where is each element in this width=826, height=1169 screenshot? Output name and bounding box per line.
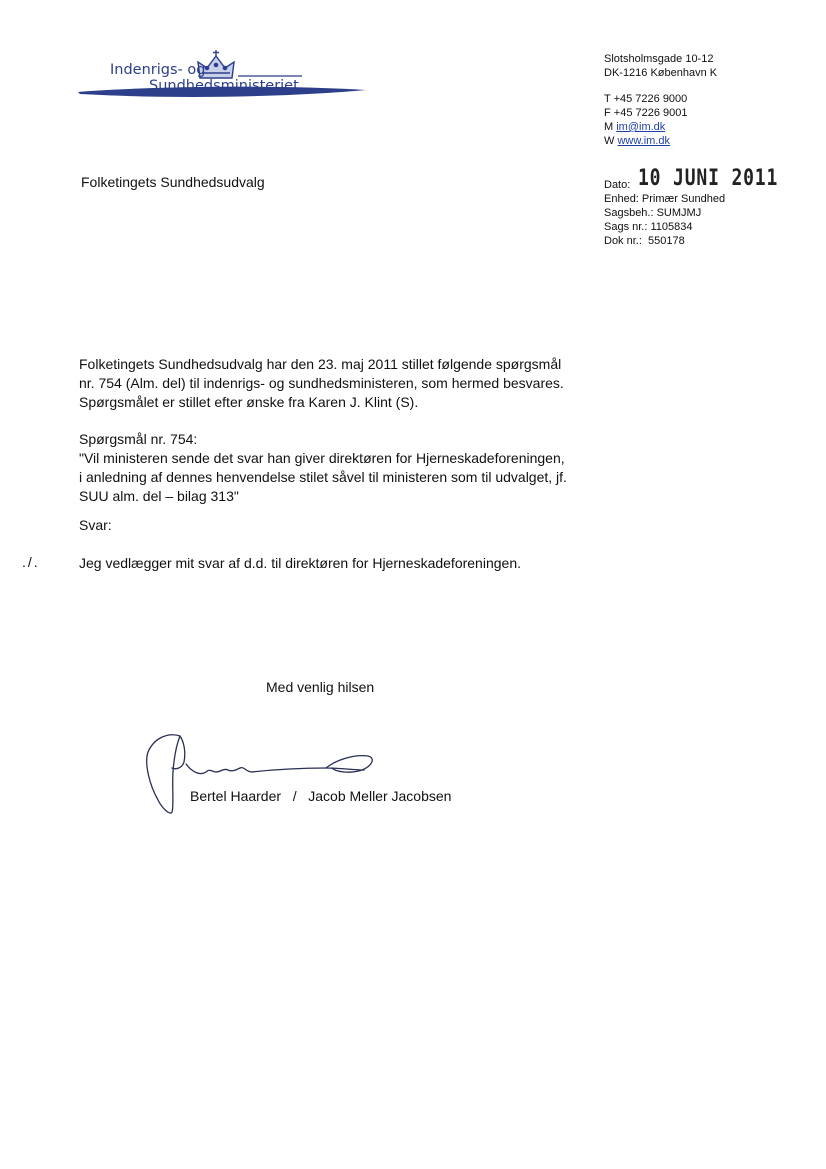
recipient: Folketingets Sundhedsudvalg bbox=[81, 174, 265, 190]
question-line: SUU alm. del – bilag 313" bbox=[79, 488, 239, 504]
intro-line: nr. 754 (Alm. del) til indenrigs- og sundhedsministeren, som hermed besvares. bbox=[79, 375, 564, 391]
intro-paragraph bbox=[79, 355, 589, 412]
case-number: Sags nr.: 1105834 bbox=[604, 221, 693, 233]
intro-line: Folketingets Sundhedsudvalg har den 23. maj 2011 stillet følgende spørgsmål bbox=[79, 356, 562, 372]
web-link[interactable]: www.im.dk bbox=[617, 135, 671, 147]
document-number: Dok nr.: 550178 bbox=[604, 235, 685, 247]
ministry-logo bbox=[70, 42, 380, 112]
date-row bbox=[604, 164, 809, 192]
web-row bbox=[604, 134, 717, 148]
answer-text: Jeg vedlægger mit svar af d.d. til direktøren for Hjerneskadeforeningen. bbox=[79, 555, 521, 571]
unit: Enhed: Primær Sundhed bbox=[604, 193, 726, 205]
enclosure-mark: ./. bbox=[22, 554, 40, 570]
contact-block bbox=[604, 52, 717, 148]
mail-link[interactable]: im@im.dk bbox=[616, 121, 666, 133]
logo-text-line1: Indenrigs- og bbox=[110, 62, 206, 78]
answer-label: Svar: bbox=[79, 517, 112, 533]
mail-prefix: M bbox=[604, 121, 614, 133]
signature-graphic bbox=[140, 728, 380, 820]
address-line1: Slotsholmsgade 10-12 bbox=[604, 53, 714, 65]
web-prefix: W bbox=[604, 135, 615, 147]
intro-line: Spørgsmålet er stillet efter ønske fra Karen J. Klint (S). bbox=[79, 394, 419, 410]
document-meta bbox=[604, 164, 809, 248]
signatory-names: Bertel Haarder / Jacob Meller Jacobsen bbox=[190, 788, 452, 804]
question-paragraph bbox=[79, 430, 589, 506]
question-line: i anledning af dennes henvendelse stilet såvel til ministeren som til udvalget, jf. bbox=[79, 469, 567, 485]
fax: F +45 7226 9001 bbox=[604, 107, 688, 119]
mail-row bbox=[604, 120, 717, 134]
phone: T +45 7226 9000 bbox=[604, 93, 688, 105]
date-label: Dato: bbox=[604, 179, 631, 191]
question-line: "Vil ministeren sende det svar han giver direktøren for Hjerneskadeforeningen, bbox=[79, 450, 565, 466]
question-heading: Spørgsmål nr. 754: bbox=[79, 431, 198, 447]
date-stamp: 10 JUNI 2011 bbox=[638, 166, 779, 191]
address-line2: DK-1216 København K bbox=[604, 67, 718, 79]
closing-greeting: Med venlig hilsen bbox=[266, 679, 375, 695]
logo-text-line2: Sundhedsministeriet bbox=[149, 78, 299, 94]
case-officer: Sagsbeh.: SUMJMJ bbox=[604, 207, 702, 219]
